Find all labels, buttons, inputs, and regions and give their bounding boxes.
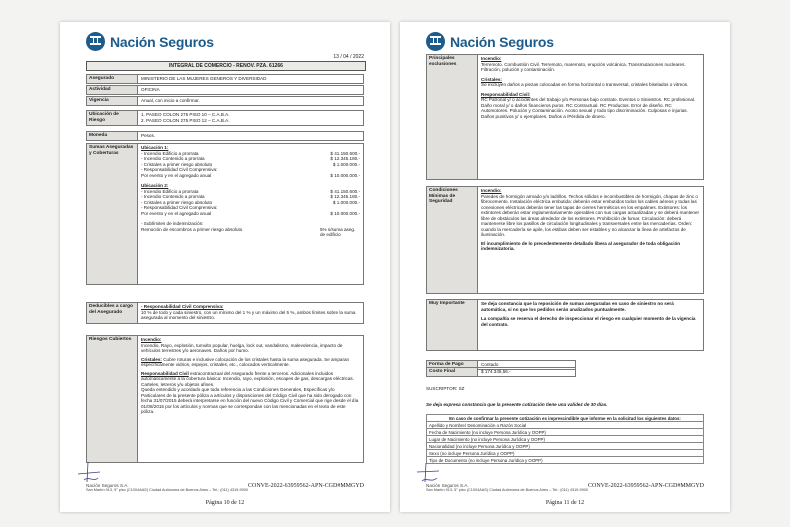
brand-name: Nación Seguros	[450, 33, 554, 50]
table-row: Apellido y Nombre/ Denominación o Razón Social	[427, 422, 704, 429]
list-item: - Responsabilidad Civil Comprensiva:	[141, 205, 218, 210]
brand-header	[86, 32, 214, 51]
table-row: Lugar de Nacimiento (no incluye Persona Jurídica y OOPP)	[427, 436, 704, 443]
section-value: Pesos.	[138, 131, 364, 141]
section-label: Ubicación de Riesgo	[86, 110, 138, 126]
deducible-text: 10 % de todo y cada siniestro, con un mínimo del 1 % y un máximo del 5 %, ambos límites sobre la suma asegurada al momento del siniestro.	[141, 309, 356, 320]
incendio-title: Incendio:	[141, 337, 162, 342]
section-label: Condiciones Mínimas de Seguridad	[426, 186, 478, 294]
excl-rc-title: Responsabilidad Civil:	[481, 91, 531, 97]
section-sumas	[86, 143, 364, 285]
section-label: Costo Final	[426, 367, 478, 377]
excl-cristales-text: Se excluyen daños a piezas colocadas en forma horizontal o transversal, cristales biselados o vitreos.	[481, 82, 689, 87]
section-value	[138, 110, 364, 126]
ubicacion-1: 1. PASEO COLON 275 PISO 10 – C.A.B.A.	[141, 112, 230, 117]
list-item: - Responsabilidad Civil Comprensiva:	[141, 167, 218, 172]
section-muy-importante	[426, 299, 704, 351]
section-label: Asegurado	[86, 74, 138, 84]
section-label: Actividad	[86, 85, 138, 95]
section-asegurado	[86, 74, 364, 84]
ubicacion-2: 2. PASEO COLON 275 PISO 12 – C.A.B.A.	[141, 117, 230, 123]
page-footer	[86, 483, 364, 492]
footer-company: Nación Seguros S.A.	[86, 483, 129, 488]
suscriptor: SUSCRIPTOR: SZ	[426, 386, 465, 391]
validez-note: Se deja expresa constancia que la presente cotización tiene una validez de 30 días.	[426, 402, 608, 407]
excl-incendio-text: Terremoto. Combustión Civil. Terremoto, maremoto, erupción volcánica. Transmutaciones nucleares. Filtración, polución y contaminación.	[481, 61, 686, 72]
page-footer	[426, 483, 704, 492]
section-actividad	[86, 85, 364, 95]
cond-warning: El incumplimiento de lo precedentemente detallado libera al asegurador de toda obligación indemnizatoria.	[481, 240, 681, 251]
section-condiciones	[426, 186, 704, 294]
policy-title: INTEGRAL DE COMERCIO - RENOV. PZA. 61266	[86, 61, 366, 71]
footer-address: San Martín 913, 5° piso (C1004AAS) Ciudad Autónoma de Buenos Aires – Tel.: (011) 4319-9900	[426, 488, 589, 492]
section-moneda	[86, 131, 364, 141]
ubicacion-2-title: Ubicación 2:	[141, 183, 169, 188]
table-row: Nacionalidad (no incluye Persona Jurídica y OOPP)	[427, 443, 704, 450]
incendio-text: Incendio, Rayo, explosión, tumulto popular, huelga, lock out, vandalismo, malevolencia, impacto de vehículos terrestres y/o aeronaves. Daños por humo.	[141, 342, 343, 353]
list-item: - Incendio Edificio a prorrata $ 41.150.600.-	[141, 188, 360, 194]
cond-title: Incendio:	[481, 188, 502, 193]
muy-importante-text-2: La compañía se reserva el derecho de inspeccionar el riesgo en cualquier momento de la vigencia del contrato.	[481, 316, 696, 327]
document-page-10	[60, 22, 390, 512]
page-number: Página 10 de 12	[205, 500, 245, 506]
section-value	[478, 186, 704, 294]
cond-text: Paredes de hormigón armado y/o ladrillos. Techos sólidos e incombustibles de hormigón, chapas de zinc o fibrocemento. Instalación eléctrica embutida: deberán estar embutidos todos los cables aéreos y todas las conexiones eléctricas deberán tener las tapas de cierres herméticos en los empalmes. Extintores: los extintores deberán estar reglamentariamente operables con sus cargas actualizadas y se deberá mantener libre de obstáculos las áreas alrededor de los extintores. Prohibición de fumar. Circulación: deberá mantenerse libre los pasillos de circulación longitudinales y transversales entre las mercaderías. Orden: cuando la mercadería se apile, los estibas deben ser estables y no alcanzar la línea de artefactos de iluminación.	[481, 193, 700, 237]
brand-header	[426, 32, 554, 51]
section-vigencia	[86, 96, 364, 106]
section-label: Forma de Pago	[426, 360, 478, 370]
section-label: Deducibles a cargo del Asegurado	[86, 302, 138, 324]
section-label: Riesgos Cubiertos	[86, 335, 138, 463]
table-row: Fecha de Nacimiento (no incluye Persona Jurídica y OOPP)	[427, 429, 704, 436]
list-item: Por evento y en el agregado anual $ 10.000.000.-	[141, 210, 360, 216]
section-exclusiones	[426, 54, 704, 180]
section-label: Sumas Aseguradas y Coberturas	[86, 143, 138, 285]
section-value: Contado	[478, 360, 576, 370]
page-number: Página 11 de 12	[545, 500, 585, 506]
section-value	[138, 335, 364, 463]
bank-building-icon	[86, 32, 105, 51]
section-label: Principales exclusiones	[426, 54, 478, 180]
section-label: Vigencia	[86, 96, 138, 106]
sublimites: - Sublímites de indemnización:	[141, 221, 204, 226]
cristales-title: Cristales:	[141, 356, 162, 362]
section-value: $ 174.345,56.-	[478, 367, 576, 377]
section-label: Muy Importante	[426, 299, 478, 351]
brand-name: Nación Seguros	[110, 33, 214, 50]
rc-text: extracontractual del Asegurado frente a terceros. Adicionales incluidos automáticamente a la cobertura básica: Incendio, rayo, explosión, escapes de gas, descargas eléctricas. Carteles, letreros y/u objetos afines.	[141, 370, 354, 387]
deducible-title: - Responsabilidad Civil Comprensiva:	[141, 304, 224, 309]
document-page-11	[400, 22, 730, 512]
section-ubicacion	[86, 110, 364, 126]
list-item: Remoción de escombros a primer riesgo absoluto 5% s/suma aseg. de edificio	[141, 226, 356, 237]
list-item: - Cristales a primer riesgo absoluto $ 1.000.000.-	[141, 161, 360, 167]
section-deducibles	[86, 302, 364, 324]
document-number: CONVE-2022-63959562-APN-CGD#MMGYD	[248, 483, 364, 489]
excl-rc-text: RC Patronal y/ o accidentes del trabajo y/o Personas bajo contrato. Eventos o Siniestros. RC profesional. Daño moral y/ o daños financieros puros. RC Contractual. RC Productos. Error de diseño. RC Automotores. Polución y Contaminación. Acoso sexual y todo tipo discriminación. Culposas e injurias. Daños punitivos y/ o ejemplares. Daños a /Pérdida de dinero.	[481, 97, 696, 119]
section-value	[138, 302, 364, 324]
table-row: Tipo de Documento (no incluye Persona Jurídica y OOPP)	[427, 457, 704, 464]
section-label: Moneda	[86, 131, 138, 141]
ubicacion-1-title: Ubicación 1:	[141, 145, 169, 150]
section-value	[138, 143, 364, 285]
list-item: - Incendio Edificio a prorrata $ 41.150.600.-	[141, 150, 360, 156]
document-number: CONVE-2022-63959562-APN-CGD#MMGYD	[588, 483, 704, 489]
section-value	[478, 54, 704, 180]
bank-building-icon	[426, 32, 445, 51]
table-row: Sexo (no incluye Persona Jurídica y OOPP)	[427, 450, 704, 457]
list-item: - Cristales a primer riesgo absoluto $ 1.000.000.-	[141, 199, 360, 205]
list-item: Por evento y en el agregado anual $ 10.000.000.-	[141, 172, 360, 178]
footer-company: Nación Seguros S.A.	[426, 483, 469, 488]
list-item: - Incendio Contenido a prorrata $ 12.345.180.-	[141, 156, 360, 161]
muy-importante-text: Se deja constancia que la reposición de sumas aseguradas en caso de siniestro no será automática, si no que los pedidos serán analizados puntualmente.	[481, 301, 674, 312]
table-header: En caso de confirmar la presente cotización es imprescindible que informe en la solicitud los siguientes datos:	[427, 415, 704, 422]
cristales-text: Cubre roturas e inclusive colocación de los cristales hasta la suma asegurada. Se amparan específicamente vidrios, espejos, cristales, etc., colocados verticalmente.	[141, 356, 350, 367]
datos-table	[426, 414, 704, 464]
excl-cristales-title: Cristales:	[481, 76, 502, 82]
footer-address: San Martín 913, 5° piso (C1004AAS) Ciudad Autónoma de Buenos Aires – Tel.: (011) 4319-9900	[86, 488, 249, 492]
document-date: 13 / 04 / 2022	[333, 54, 364, 60]
list-item: - Incendio Contenido a prorrata $ 12.345.180.-	[141, 194, 360, 199]
rc-text-2: Queda entendido y acordado que toda referencia a las Condiciones Generales, Específicas y/o Particulares de la presente póliza a artículos y disposiciones del Código Civil que ha sido derogado con fecha 31/07/2015 deberá interpretarse en función del nuevo Código Civil y Comercial que rige desde el día 01/08/2015 por los artículos y normas que se correspondan con las mencionadas en el texto de este póliza.	[141, 387, 359, 414]
section-value: OFICINA	[138, 85, 364, 95]
section-value: MINISTERIO DE LAS MUJERES GENEROS Y DIVERSIDAD	[138, 74, 364, 84]
section-riesgos	[86, 335, 364, 463]
excl-incendio-title: Incendio:	[481, 56, 502, 61]
section-costo	[426, 367, 576, 377]
section-value	[478, 299, 704, 351]
rc-title: Responsabilidad Civil	[141, 370, 189, 376]
section-value: Anual, con inicio a confirmar.	[138, 96, 364, 106]
